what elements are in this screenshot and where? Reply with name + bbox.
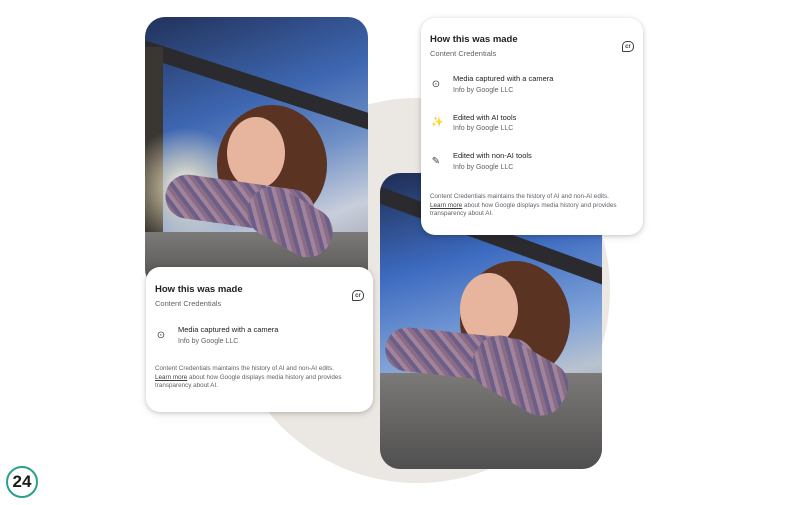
learn-more-link[interactable]: Learn more [430,201,463,209]
site-logo: 24 [6,466,38,498]
card-title: How this was made [155,284,243,295]
original-photo [145,17,368,289]
item-title: Edited with AI tools [453,113,517,122]
item-source: Info by Google LLC [178,338,239,345]
pencil-icon: ✎ [431,156,441,167]
item-source: Info by Google LLC [453,125,514,132]
footer-text: about how Google displays media history and provides transparency about AI. [155,373,342,390]
item-title: Media captured with a camera [453,74,554,83]
footer-text: Content Credentials maintains the history of AI and non-AI edits. [430,193,609,200]
item-title: Edited with non-AI tools [453,151,532,160]
footer-text: about how Google displays media history and provides transparency about AI. [430,201,617,218]
face [227,117,285,189]
content-credentials-card [146,267,373,412]
content-credentials-icon[interactable]: cr [352,290,364,301]
card-title: How this was made [430,34,518,45]
card-footer [430,193,635,219]
card-subtitle: Content Credentials [155,299,222,308]
card-footer [155,365,360,391]
learn-more-link[interactable]: Learn more [155,373,188,381]
content-credentials-card [421,18,643,235]
item-title: Media captured with a camera [178,325,279,334]
item-source: Info by Google LLC [453,87,514,94]
content-credentials-icon[interactable]: cr [622,41,634,52]
item-source: Info by Google LLC [453,164,514,171]
camera-shutter-icon: ⊙ [431,79,441,90]
magic-wand-icon: ✨ [431,117,444,128]
camera-shutter-icon: ⊙ [156,330,166,341]
card-subtitle: Content Credentials [430,49,497,58]
footer-text: Content Credentials maintains the history of AI and non-AI edits. [155,365,334,372]
